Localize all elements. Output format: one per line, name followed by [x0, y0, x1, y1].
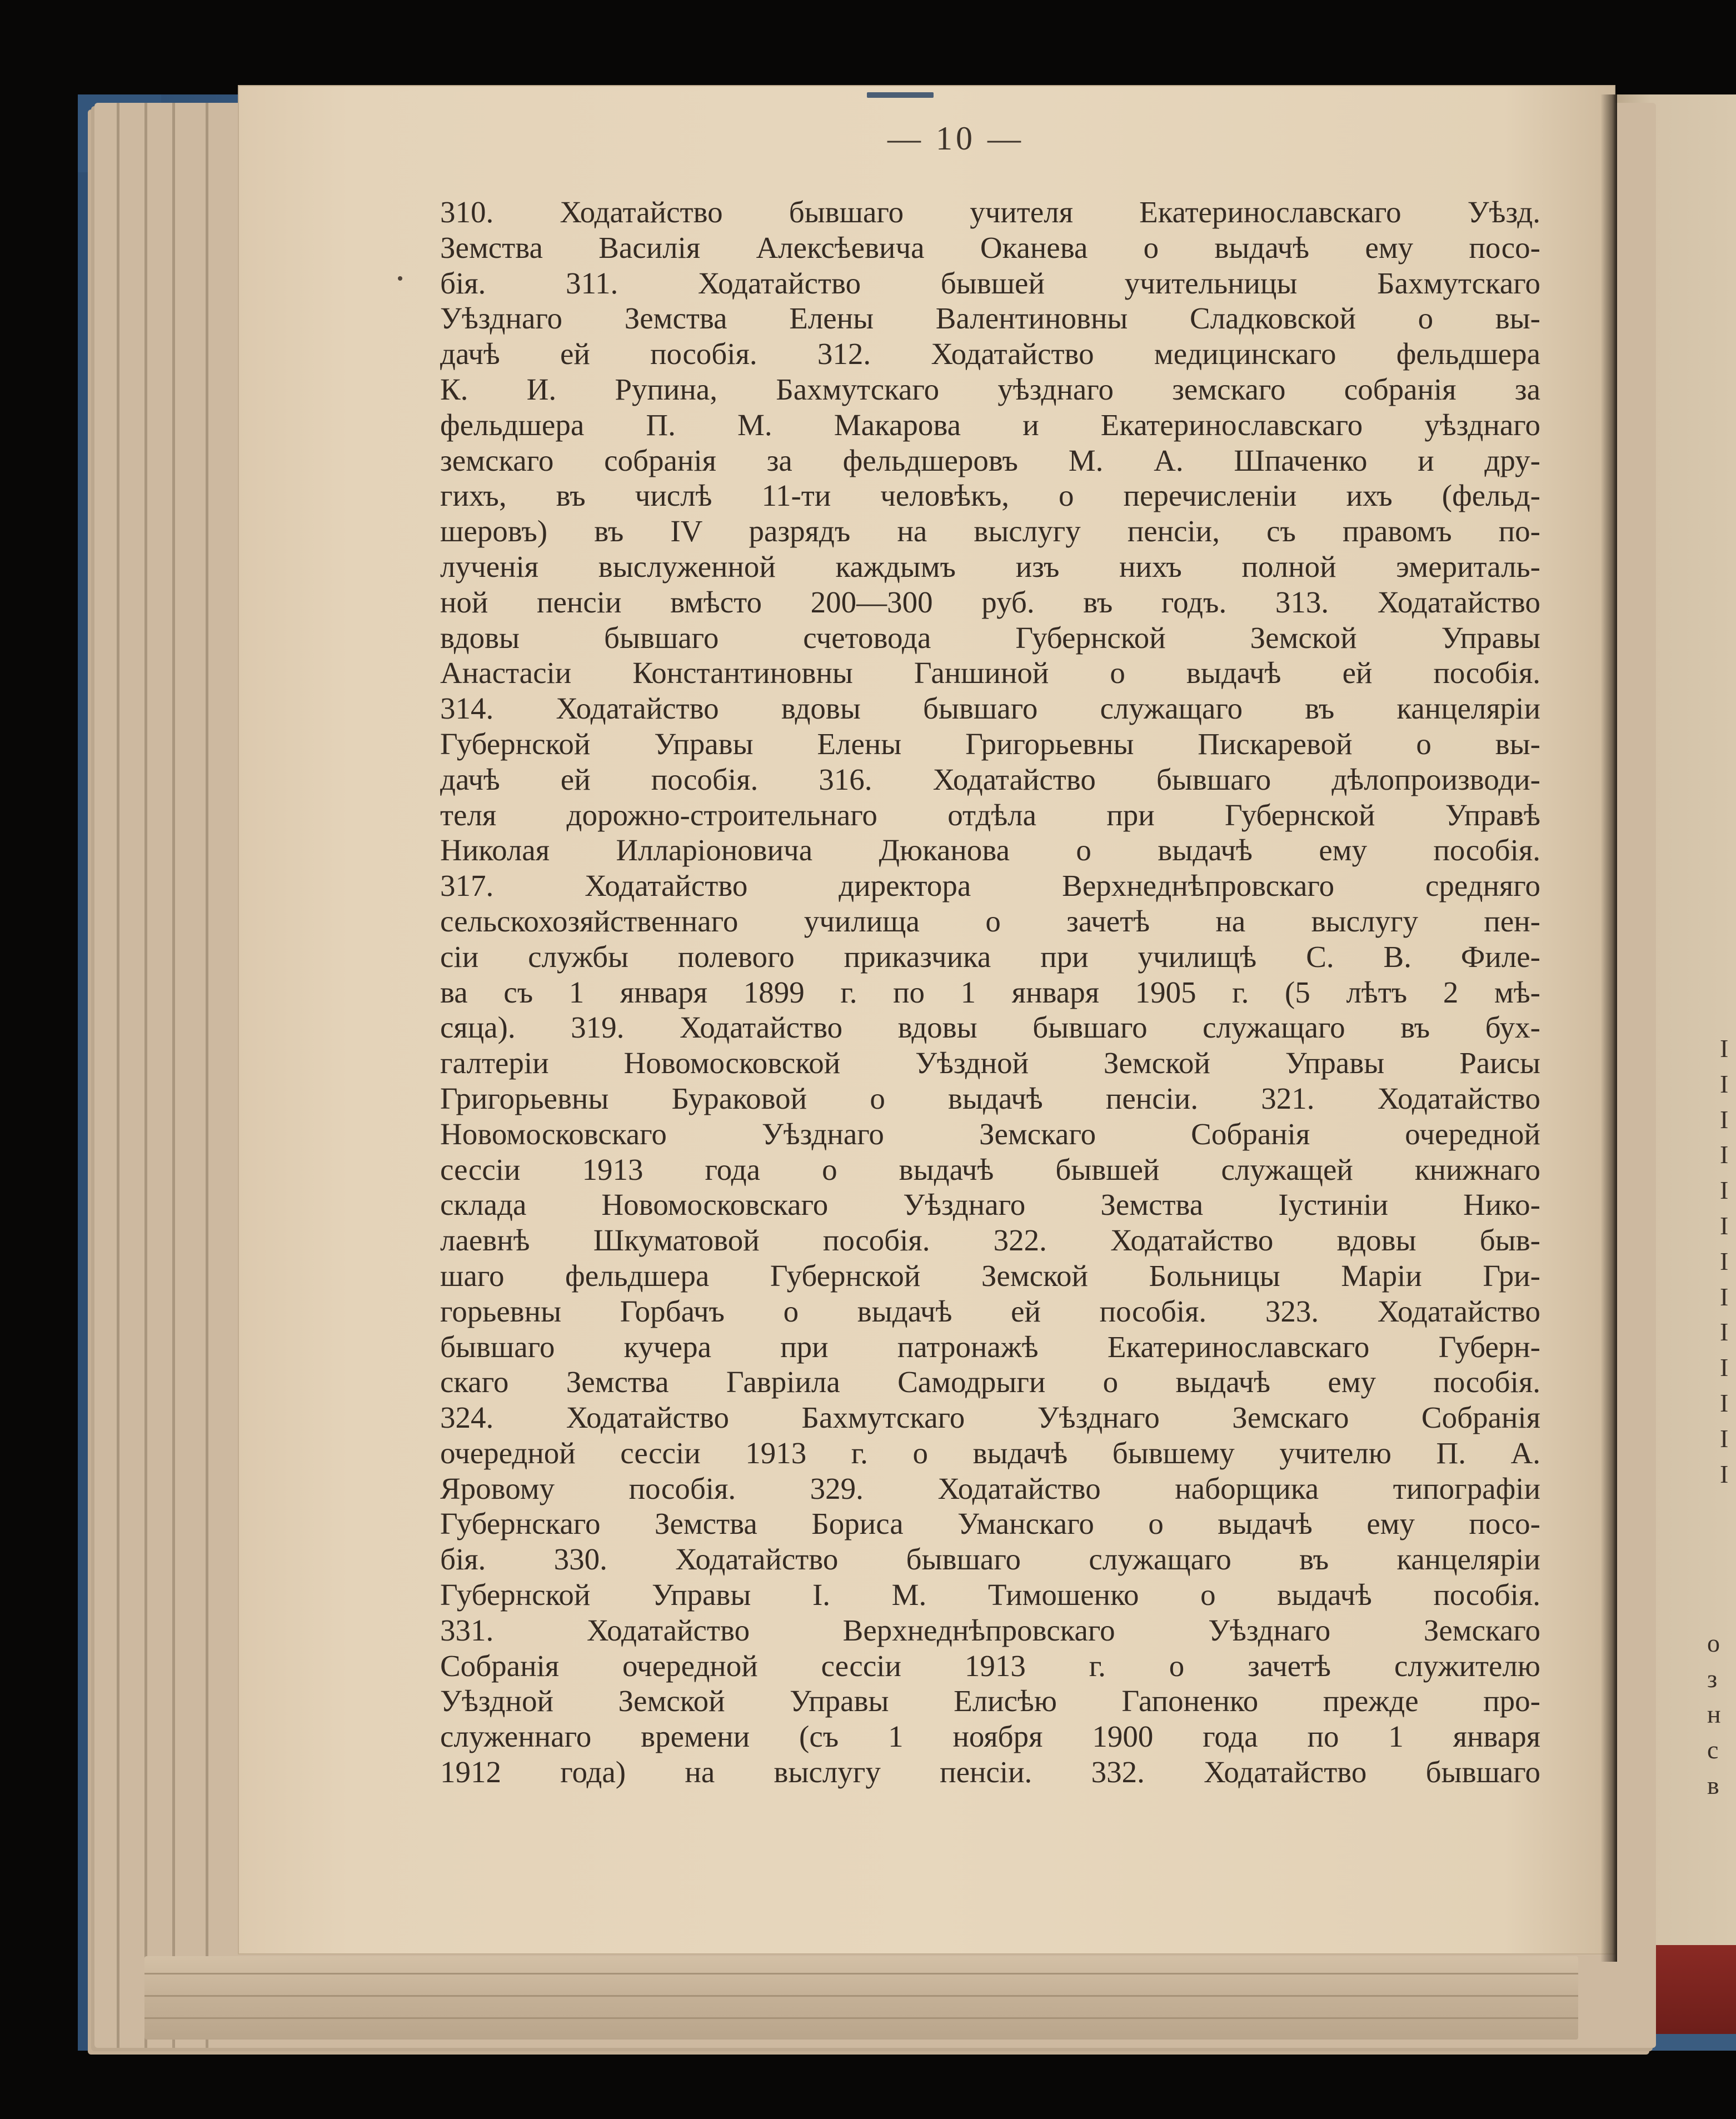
- text-line: Николая Илларіоновича Дюканова о выдачѣ ему пособія.: [440, 833, 1540, 867]
- text-line: горьевны Горбачъ о выдачѣ ей пособія. 323. Ходатайство: [440, 1294, 1540, 1328]
- text-line: бія. 311. Ходатайство бывшей учительницы Бахмутскаго: [440, 266, 1540, 300]
- facing-page-fragment: І: [1720, 1247, 1729, 1275]
- text-line: фельдшера П. М. Макарова и Екатеринославскаго уѣзднаго: [440, 407, 1540, 442]
- text-line: шаго фельдшера Губернской Земской Больницы Маріи Гри-: [440, 1258, 1540, 1293]
- text-line: сяца). 319. Ходатайство вдовы бывшаго служащаго въ бух-: [440, 1010, 1540, 1045]
- page-edge-line: [144, 1995, 1578, 1997]
- facing-page-fragment: з: [1707, 1664, 1718, 1693]
- facing-page-fragment: І: [1720, 1282, 1729, 1311]
- text-line: вдовы бывшаго счетовода Губернской Земской Управы: [440, 620, 1540, 655]
- text-line: дачѣ ей пособія. 316. Ходатайство бывшаго дѣлопроизводи-: [440, 762, 1540, 796]
- facing-page-fragment: І: [1720, 1424, 1729, 1453]
- facing-page-fragment: І: [1720, 1034, 1729, 1063]
- text-line: склада Новомосковскаго Уѣзднаго Земства Іустиніи Нико-: [440, 1188, 1540, 1222]
- text-line: 331. Ходатайство Верхнеднѣпровскаго Уѣзднаго Земскаго: [440, 1613, 1540, 1647]
- text-line: гихъ, въ числѣ 11-ти человѣкъ, о перечисленіи ихъ (фельд-: [440, 478, 1540, 513]
- facing-page-fragment: І: [1720, 1176, 1729, 1205]
- text-line: Григорьевны Бураковой о выдачѣ пенсіи. 321. Ходатайство: [440, 1081, 1540, 1115]
- text-line: бія. 330. Ходатайство бывшаго служащаго въ канцеляріи: [440, 1542, 1540, 1577]
- text-line: дачѣ ей пособія. 312. Ходатайство медицинскаго фельдшера: [440, 337, 1540, 371]
- facing-page-fragment: І: [1720, 1140, 1729, 1169]
- text-line: 310. Ходатайство бывшаго учителя Екатеринославскаго Уѣзд.: [440, 195, 1540, 229]
- text-line: ной пенсіи вмѣсто 200—300 руб. въ годъ. 313. Ходатайство: [440, 585, 1540, 619]
- page-edge-line: [206, 103, 208, 2048]
- text-line: галтеріи Новомосковской Уѣздной Земской Управы Раисы: [440, 1046, 1540, 1080]
- text-line: сессіи 1913 года о выдачѣ бывшей служащей книжнаго: [440, 1152, 1540, 1186]
- text-line: скаго Земства Гавріила Самодрыги о выдачѣ ему пособія.: [440, 1365, 1540, 1399]
- facing-page-fragment: І: [1720, 1211, 1729, 1240]
- facing-page-fragment: в: [1707, 1771, 1719, 1799]
- page-edge-line: [144, 2017, 1578, 2019]
- page-number: — 10 —: [887, 120, 1024, 157]
- text-line: Губернской Управы І. М. Тимошенко о выдачѣ пособія.: [440, 1578, 1540, 1612]
- text-line: теля дорожно-строительнаго отдѣла при Губернской Управѣ: [440, 797, 1540, 832]
- text-line: 317. Ходатайство директора Верхнеднѣпровскаго средняго: [440, 869, 1540, 903]
- text-line: земскаго собранія за фельдшеровъ М. А. Шпаченко и дру-: [440, 443, 1540, 477]
- text-line: К. И. Рупина, Бахмутскаго уѣзднаго земскаго собранія за: [440, 372, 1540, 406]
- text-line: Земства Василія Алексѣевича Оканева о выдачѣ ему посо-: [440, 230, 1540, 265]
- text-line: 314. Ходатайство вдовы бывшаго служащаго въ канцеляріи: [440, 691, 1540, 726]
- page-stack-bottom: [144, 1956, 1578, 2040]
- text-line: Яровому пособія. 329. Ходатайство наборщика типографіи: [440, 1471, 1540, 1505]
- page-edge-line: [172, 103, 175, 2048]
- text-line: бывшаго кучера при патронажѣ Екатеринославскаго Губерн-: [440, 1329, 1540, 1364]
- text-line: Собранія очередной сессіи 1913 г. о зачетѣ служителю: [440, 1648, 1540, 1683]
- text-line: Уѣздной Земской Управы Елисѣю Гапоненко прежде про-: [440, 1684, 1540, 1718]
- text-line: Губернскаго Земства Бориса Уманскаго о выдачѣ ему посо-: [440, 1507, 1540, 1541]
- text-line: Анастасіи Константиновны Ганшиной о выдачѣ ей пособія.: [440, 656, 1540, 690]
- text-line: Уѣзднаго Земства Елены Валентиновны Сладковской о вы-: [440, 301, 1540, 336]
- facing-page-fragment: с: [1707, 1736, 1719, 1764]
- facing-page-fragment: о: [1707, 1629, 1720, 1657]
- facing-page-fragment: І: [1720, 1353, 1729, 1382]
- facing-page-fragment: І: [1720, 1389, 1729, 1417]
- text-line: Новомосковскаго Уѣзднаго Земскаго Собранія очередной: [440, 1116, 1540, 1151]
- text-line: 324. Ходатайство Бахмутскаго Уѣзднаго Земскаго Собранія: [440, 1400, 1540, 1435]
- margin-mark: [398, 276, 402, 281]
- page-edge-line: [144, 1973, 1578, 1975]
- text-line: лаевнѣ Шкуматовой пособія. 322. Ходатайство вдовы быв-: [440, 1223, 1540, 1258]
- text-line: сельскохозяйственнаго училища о зачетѣ на выслугу пен-: [440, 904, 1540, 938]
- text-line: 1912 года) на выслугу пенсіи. 332. Ходатайство бывшаго: [440, 1755, 1540, 1789]
- facing-page-fragment: І: [1720, 1105, 1729, 1134]
- page-edge-line: [144, 103, 147, 2048]
- text-line: шеровъ) въ IV разрядъ на выслугу пенсіи, съ правомъ по-: [440, 514, 1540, 549]
- text-line: сіи службы полевого приказчика при училищѣ С. В. Филе-: [440, 939, 1540, 974]
- page-body-text: [440, 195, 1540, 1790]
- facing-page-fragment: І: [1720, 1318, 1729, 1347]
- binding-tab: [867, 92, 934, 98]
- page-edge-line: [117, 103, 119, 2048]
- text-line: Губернской Управы Елены Григорьевны Пискаревой о вы-: [440, 726, 1540, 761]
- text-line: ва съ 1 января 1899 г. по 1 января 1905 г. (5 лѣтъ 2 мѣ-: [440, 975, 1540, 1009]
- text-line: очередной сессіи 1913 г. о выдачѣ бывшему учителю П. А.: [440, 1435, 1540, 1470]
- facing-page-fragment: н: [1707, 1700, 1721, 1728]
- facing-page-fragment: І: [1720, 1069, 1729, 1098]
- spine-shadow: [1600, 94, 1617, 1962]
- text-line: служеннаго времени (съ 1 ноября 1900 года по 1 января: [440, 1719, 1540, 1754]
- facing-page-fragment: І: [1720, 1459, 1729, 1488]
- text-line: лученія выслуженной каждымъ изъ нихъ полной эмериталь-: [440, 549, 1540, 584]
